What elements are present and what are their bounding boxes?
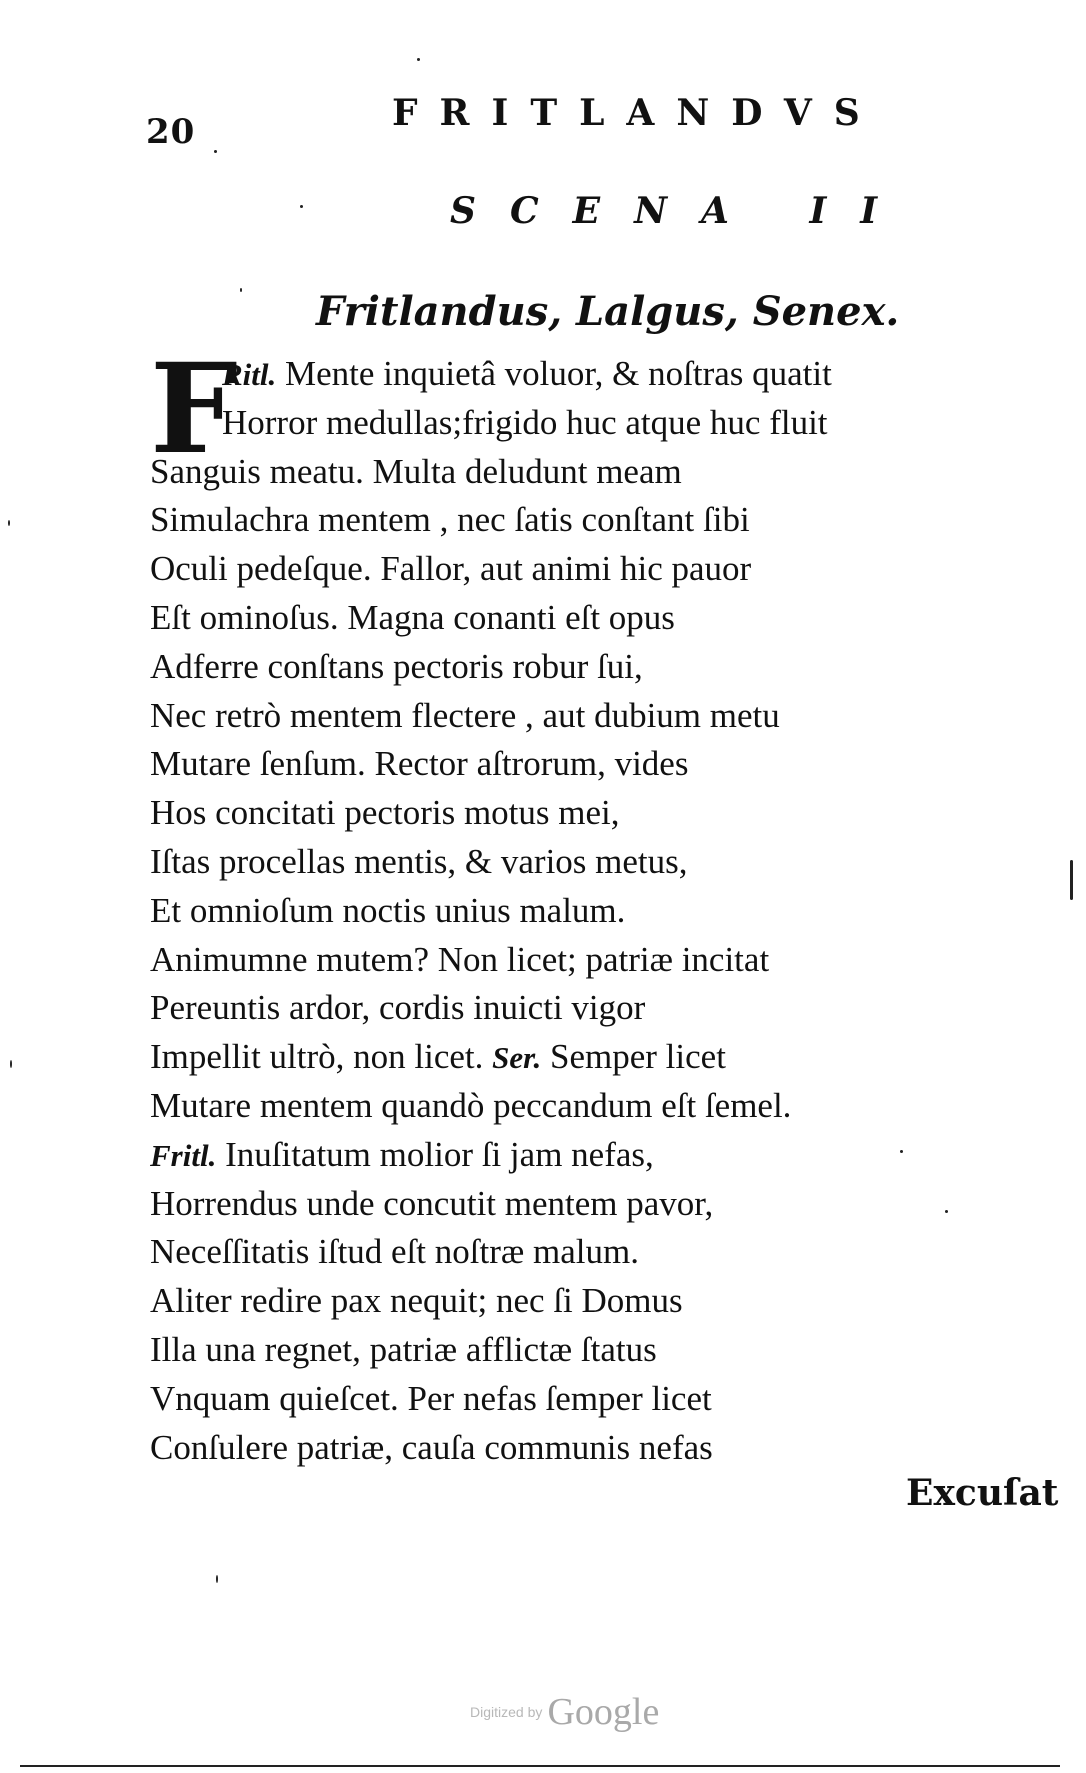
scan-speck (214, 150, 217, 153)
scan-speck (417, 58, 420, 61)
scan-speck (300, 205, 303, 208)
scan-speck (216, 1575, 218, 1583)
scene-title: SCENA II (450, 190, 912, 232)
drop-cap: F (150, 337, 239, 482)
verse-line (150, 594, 1050, 643)
scan-speck (900, 1150, 903, 1153)
line-text: Hos concitati pectoris motus mei, (150, 793, 620, 833)
verse-line (150, 789, 1050, 838)
line-text: Horrendus unde concutit mentem pavor, (150, 1183, 714, 1223)
verse-line (150, 1082, 1050, 1131)
line-text: Eſt ominoſus. Magna conanti eſt opus (150, 597, 675, 637)
scan-speck (240, 288, 242, 292)
scan-speck (8, 520, 10, 526)
verse-line (150, 1131, 1050, 1180)
line-text: Animumne mutem? Non licet; patriæ incitat (150, 939, 770, 979)
line-text: Simulachra mentem , nec ſatis conſtant ſibi (150, 500, 750, 540)
watermark-brand: Google (547, 1691, 660, 1733)
speaker-label: Ser. (492, 1040, 542, 1076)
verse-line (150, 643, 1050, 692)
verse-line (150, 1033, 1050, 1082)
running-head: FRITLANDVS (392, 92, 882, 134)
verse-line (150, 1277, 1050, 1326)
verse-line (150, 692, 1050, 741)
verse-line (150, 496, 1050, 545)
verse-line (150, 350, 1050, 399)
line-text: Vnquam quieſcet. Per nefas ſemper licet (150, 1378, 712, 1418)
scan-speck (20, 1765, 1060, 1767)
line-text: Oculi pedeſque. Fallor, aut animi hic pauor (150, 549, 752, 589)
scan-speck (10, 1060, 12, 1068)
character-list: Fritlandus, Lalgus, Senex. (316, 288, 900, 335)
scan-speck (1070, 860, 1073, 900)
line-text: Et omnioſum noctis unius malum. (150, 890, 626, 930)
line-text: Sanguis meatu. Multa deludunt meam (150, 451, 682, 491)
digitization-watermark (470, 1690, 659, 1734)
verse-line (150, 1228, 1050, 1277)
line-text: Conſulere patriæ, cauſa communis nefas (150, 1427, 713, 1467)
verse-line (150, 740, 1050, 789)
verse-line (150, 1375, 1050, 1424)
line-text: Adferre conſtans pectoris robur ſui, (150, 646, 643, 686)
line-text: Horror medullas;frigido huc atque huc fluit (222, 402, 828, 442)
line-text: Mutare ſenſum. Rector aſtrorum, vides (150, 744, 689, 784)
line-text: Semper licet (541, 1037, 726, 1077)
scan-speck (945, 1210, 948, 1213)
verse-line (150, 936, 1050, 985)
verse-line (150, 545, 1050, 594)
line-text: Mutare mentem quandò peccandum eſt ſemel. (150, 1085, 792, 1125)
verse-line (150, 399, 1050, 448)
verse-line (150, 838, 1050, 887)
line-text: Inuſitatum molior ſi jam nefas, (216, 1134, 654, 1174)
verse-line (150, 448, 1050, 497)
line-text: Impellit ultrò, non licet. (150, 1037, 493, 1077)
page-number: 20 (146, 112, 196, 152)
line-text: Neceſſitatis iſtud eſt noſtræ malum. (150, 1232, 639, 1272)
verse-line (150, 887, 1050, 936)
verse-text (150, 337, 1050, 1472)
line-text: Illa una regnet, patriæ afflictæ ſtatus (150, 1329, 657, 1369)
line-text: Nec retrò mentem flectere , aut dubium metu (150, 695, 780, 735)
verse-line (150, 1326, 1050, 1375)
speaker-label: Fritl. (150, 1137, 217, 1173)
line-text: Iſtas procellas mentis, & varios metus, (150, 841, 688, 881)
line-text: Mente inquietâ voluor, & noſtras quatit (276, 354, 832, 393)
speaker-label: Ritl. (222, 357, 277, 392)
watermark-prefix: Digitized by (470, 1704, 543, 1720)
verse-line (150, 1424, 1050, 1473)
verse-line (150, 984, 1050, 1033)
verse-line (150, 1180, 1050, 1229)
catchword: Excuſat (906, 1472, 1059, 1514)
line-text: Aliter redire pax nequit; nec ſi Domus (150, 1281, 683, 1321)
line-text: Pereuntis ardor, cordis inuicti vigor (150, 988, 646, 1028)
